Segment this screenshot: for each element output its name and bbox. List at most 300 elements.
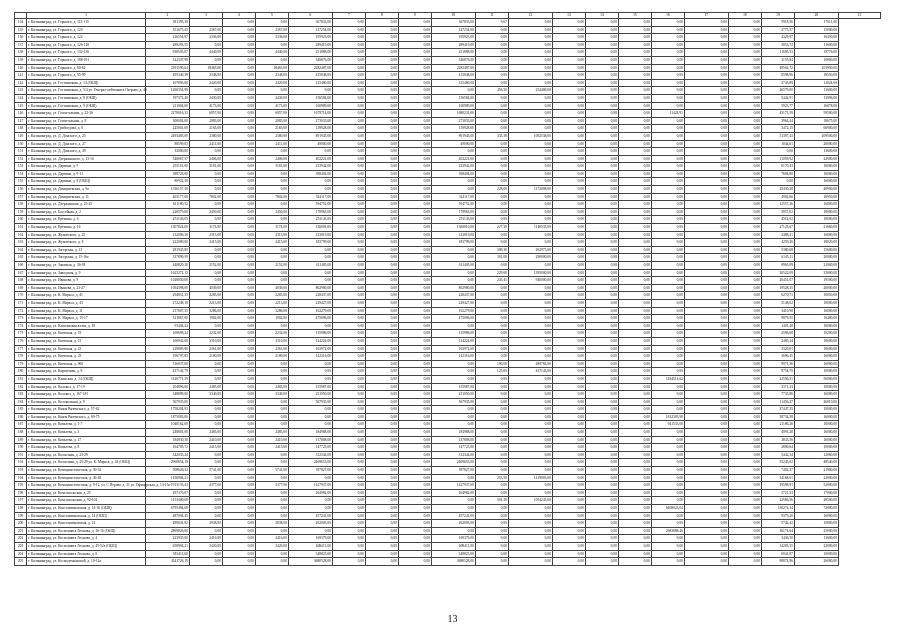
row-value: 0,00: [398, 178, 431, 186]
row-value: 0,00: [222, 231, 255, 239]
row-value: 0,00: [585, 353, 618, 361]
row-value: 0,00: [365, 353, 398, 361]
row-value: 228437,00: [288, 292, 332, 300]
row-value: 0,00: [552, 436, 585, 444]
row-value: 0,00: [728, 72, 761, 80]
row-value: 10000,00: [794, 421, 838, 429]
row-value: 29598,91: [761, 482, 794, 490]
row-value: 9,67: [475, 19, 508, 27]
row-value: 0,00: [365, 429, 398, 437]
row-value: 0,00: [332, 406, 365, 414]
row-value: 0,00: [618, 307, 651, 315]
row-value: 0,00: [728, 239, 761, 247]
row-value: 0,00: [684, 72, 728, 80]
row-value: 0,00: [365, 299, 398, 307]
row-value: 0,00: [508, 163, 552, 171]
row-value: 16000,00: [794, 512, 838, 520]
row-value: 227,30: [475, 224, 508, 232]
row-value: 0,00: [365, 26, 398, 34]
row-value: 0,00: [332, 155, 365, 163]
row-value: 3181,00: [189, 163, 222, 171]
row-value: 4173,00: [189, 102, 222, 110]
row-value: 0,00: [398, 56, 431, 64]
row-value: 59500,00: [794, 110, 838, 118]
row-value: 0,00: [332, 459, 365, 467]
row-value: 217607,35: [145, 307, 189, 315]
row-value: 0,00: [618, 72, 651, 80]
table-row: [15, 224, 881, 232]
row-address: г. Калининград, ул. Горького, д. 122: [27, 34, 146, 42]
row-value: 9379,20: [761, 512, 794, 520]
row-value: 346876,00: [431, 56, 475, 64]
row-value: 0,00: [398, 19, 431, 27]
row-value: 0,00: [475, 125, 508, 133]
row-value: 0,00: [365, 451, 398, 459]
row-value: 0,00: [288, 421, 332, 429]
row-value: 169698,24: [145, 330, 189, 338]
row-value: 301,20: [475, 497, 508, 505]
row-value: 0,00: [508, 330, 552, 338]
row-value: 0,00: [585, 178, 618, 186]
row-value: 5442,91: [761, 94, 794, 102]
row-value: 0,00: [222, 49, 255, 57]
row-value: 21186,26: [761, 421, 794, 429]
row-value: 0,00: [552, 239, 585, 247]
row-value: 223935,00: [145, 535, 189, 543]
row-value: 0,00: [222, 170, 255, 178]
row-value: 0,00: [365, 155, 398, 163]
row-address: г. Калининград, ул. Ерёмина, д. 6: [27, 216, 146, 224]
row-value: 18465,00: [189, 64, 222, 72]
row-value: 3371,23: [761, 383, 794, 391]
row-value: 2336,00: [189, 34, 222, 42]
row-value: 2469653,00: [431, 459, 475, 467]
row-value: 0,00: [508, 239, 552, 247]
row-value: 4259,26: [761, 239, 794, 247]
row-value: 2800,64: [761, 444, 794, 452]
row-value: 0,00: [222, 34, 255, 42]
row-value: 0,00: [475, 413, 508, 421]
row-value: 18020,00: [794, 239, 838, 247]
row-value: 0,00: [728, 277, 761, 285]
row-value: 0,00: [728, 269, 761, 277]
row-address: г. Калининград, ул. Киевская, д. 96б: [27, 360, 146, 368]
row-value: 0,00: [475, 163, 508, 171]
row-value: 37447,35: [761, 406, 794, 414]
row-number: 135: [15, 26, 27, 34]
row-value: 18465,00: [255, 64, 288, 72]
row-value: 0,00: [684, 140, 728, 148]
row-address: г. Калининград, ул. К. Маркса, д. 43: [27, 299, 146, 307]
row-value: 0,00: [552, 140, 585, 148]
row-value: 0,00: [332, 269, 365, 277]
row-value: 0,00: [189, 558, 222, 566]
row-value: 0,00: [728, 512, 761, 520]
row-value: 0,00: [728, 110, 761, 118]
row-address: г. Калининград, ул. Константиновская, д. 14-16 (ОБЩ): [27, 505, 146, 513]
row-value: 66900,00: [794, 125, 838, 133]
row-value: 0,00: [288, 277, 332, 285]
row-value: 0,00: [618, 208, 651, 216]
row-value: 0,00: [651, 94, 684, 102]
row-value: 0,00: [585, 132, 618, 140]
table-row: [15, 451, 881, 459]
row-value: 0,00: [585, 512, 618, 520]
row-value: 0,00: [552, 489, 585, 497]
row-value: 0,00: [475, 330, 508, 338]
row-value: 0,00: [552, 505, 585, 513]
row-value: 0,00: [475, 505, 508, 513]
row-number: 180: [15, 368, 27, 376]
row-value: 0,00: [475, 208, 508, 216]
row-value: 0,00: [618, 368, 651, 376]
row-value: 938505,67: [145, 49, 189, 57]
row-value: 123019,00: [288, 231, 332, 239]
row-value: 381395,30: [145, 19, 189, 27]
row-value: 0,00: [684, 542, 728, 550]
row-value: 0,00: [189, 148, 222, 156]
row-value: 0,00: [398, 94, 431, 102]
row-value: 1679714,00: [288, 110, 332, 118]
row-value: 0,00: [189, 41, 222, 49]
row-value: 0,00: [365, 527, 398, 535]
row-value: 2361,00: [255, 345, 288, 353]
row-number: 188: [15, 429, 27, 437]
row-value: 0,00: [684, 254, 728, 262]
row-address: г. Калининград, ул. Дарвина, д. 9-11: [27, 170, 146, 178]
table-row: [15, 79, 881, 87]
row-value: 0,00: [222, 482, 255, 490]
row-value: 0,00: [728, 284, 761, 292]
row-address: г. Калининград, ул. Д. Донского, д. 27: [27, 140, 146, 148]
row-value: 2869826,00: [145, 527, 189, 535]
row-value: 80922,30: [145, 178, 189, 186]
row-value: 0,00: [552, 330, 585, 338]
row-value: 367833,00: [431, 19, 475, 27]
row-number: 176: [15, 337, 27, 345]
row-value: 1680231,00: [431, 110, 475, 118]
row-value: 0,00: [222, 140, 255, 148]
row-value: 2367,00: [189, 26, 222, 34]
row-value: 0,00: [618, 474, 651, 482]
row-value: 0,00: [332, 527, 365, 535]
row-value: 0,00: [508, 436, 552, 444]
row-value: 0,00: [585, 337, 618, 345]
row-value: 0,00: [728, 489, 761, 497]
row-value: 381411,60: [145, 550, 189, 558]
row-value: 0,00: [684, 474, 728, 482]
row-value: 1172008,00: [508, 186, 552, 194]
row-value: 440820,20: [145, 262, 189, 270]
row-value: 0,00: [552, 254, 585, 262]
row-address: г. Калининград, ул. Дмитриевская, д. 11: [27, 193, 146, 201]
row-value: 0,00: [365, 231, 398, 239]
row-value: 0,00: [585, 497, 618, 505]
row-value: 184930,30: [145, 436, 189, 444]
row-number: 197: [15, 497, 27, 505]
row-value: 2213,00: [255, 299, 288, 307]
table-row: [15, 444, 881, 452]
row-value: 0,00: [618, 140, 651, 148]
row-value: 0,00: [189, 360, 222, 368]
row-value: 0,00: [618, 489, 651, 497]
row-value: 2348,00: [189, 72, 222, 80]
row-value: 0,00: [475, 451, 508, 459]
row-value: 0,00: [255, 368, 288, 376]
row-value: 16078,00: [794, 102, 838, 110]
row-value: 0,00: [332, 467, 365, 475]
row-value: 7694,80: [761, 170, 794, 178]
row-value: 0,00: [552, 19, 585, 27]
row-value: 0,00: [585, 148, 618, 156]
row-value: 229427,00: [431, 299, 475, 307]
row-value: 229885,80: [145, 345, 189, 353]
row-value: 0,00: [222, 155, 255, 163]
row-value: 0,00: [618, 102, 651, 110]
row-value: 155987,00: [288, 383, 332, 391]
row-value: 0,00: [189, 375, 222, 383]
row-value: 415848,00: [288, 72, 332, 80]
row-value: 0,00: [398, 375, 431, 383]
row-value: 0,00: [475, 239, 508, 247]
row-number: 146: [15, 110, 27, 118]
row-value: 0,00: [728, 520, 761, 528]
row-value: 0,00: [585, 467, 618, 475]
row-value: 0,00: [508, 421, 552, 429]
row-value: 0,00: [684, 429, 728, 437]
row-value: 0,00: [222, 239, 255, 247]
row-value: 456,50: [475, 87, 508, 95]
row-value: 0,00: [398, 421, 431, 429]
row-value: 0,00: [398, 254, 431, 262]
row-value: 0,00: [585, 368, 618, 376]
row-value: 0,00: [585, 292, 618, 300]
row-address: г. Калининград, ул. Киевская, д. 21: [27, 337, 146, 345]
row-value: 0,00: [618, 34, 651, 42]
row-value: 0,00: [365, 398, 398, 406]
row-value: 183799,00: [288, 239, 332, 247]
row-value: 0,00: [585, 34, 618, 42]
row-value: 0,00: [222, 224, 255, 232]
row-value: 0,00: [618, 527, 651, 535]
row-value: 0,00: [365, 64, 398, 72]
row-value: 0,00: [585, 87, 618, 95]
row-value: 0,00: [684, 520, 728, 528]
row-value: 0,00: [255, 322, 288, 330]
row-value: 0,00: [552, 284, 585, 292]
row-value: 0,00: [552, 117, 585, 125]
row-value: 0,00: [332, 163, 365, 171]
row-address: г. Калининград, ул. Жуковского, д. 8: [27, 239, 146, 247]
row-value: 0,00: [728, 315, 761, 323]
row-value: 0,00: [222, 467, 255, 475]
row-value: 0,00: [728, 322, 761, 330]
row-value: 322347,98: [145, 56, 189, 64]
row-value: 0,00: [189, 459, 222, 467]
row-number: 145: [15, 102, 27, 110]
row-value: 160989,00: [288, 102, 332, 110]
row-number: 187: [15, 421, 27, 429]
row-value: 0,00: [222, 246, 255, 254]
row-value: 0,00: [618, 79, 651, 87]
row-value: 0,00: [475, 353, 508, 361]
row-value: 0,00: [475, 231, 508, 239]
row-value: 0,00: [651, 239, 684, 247]
row-value: 891945,00: [431, 132, 475, 140]
row-value: 0,00: [332, 94, 365, 102]
row-value: 0,00: [618, 330, 651, 338]
row-value: 0,00: [222, 94, 255, 102]
row-value: 0,00: [398, 299, 431, 307]
row-value: 0,00: [684, 489, 728, 497]
row-value: 0,00: [618, 444, 651, 452]
row-value: 0,00: [398, 87, 431, 95]
row-value: 0,00: [255, 527, 288, 535]
row-value: 0,00: [288, 406, 332, 414]
table-row: [15, 505, 881, 513]
row-value: 2485,00: [189, 429, 222, 437]
row-value: 93404,22: [145, 322, 189, 330]
row-value: 0,00: [508, 307, 552, 315]
row-value: 0,00: [288, 360, 332, 368]
row-value: 0,00: [508, 527, 552, 535]
row-value: 0,00: [552, 246, 585, 254]
row-value: 0,00: [651, 398, 684, 406]
row-value: 862980,00: [431, 284, 475, 292]
row-value: 0,00: [365, 170, 398, 178]
row-value: 0,00: [508, 262, 552, 270]
row-value: 0,00: [684, 41, 728, 49]
row-value: 0,00: [222, 201, 255, 209]
row-address: г. Калининград, ул. Госпитальная, д. 9: [27, 117, 146, 125]
row-value: 0,00: [618, 292, 651, 300]
row-value: 0,00: [728, 398, 761, 406]
row-value: 253,50: [475, 474, 508, 482]
row-value: 0,00: [684, 262, 728, 270]
row-value: 0,00: [222, 383, 255, 391]
row-value: 0,00: [728, 429, 761, 437]
row-number: 157: [15, 193, 27, 201]
row-value: 6795494,00: [145, 505, 189, 513]
row-value: 0,00: [728, 413, 761, 421]
row-address: г. Калининград, ул. Грибоедова, д. 8: [27, 125, 146, 133]
row-value: 0,00: [728, 467, 761, 475]
row-value: 0,00: [728, 474, 761, 482]
row-value: 0,00: [651, 558, 684, 566]
row-value: 3964,44: [761, 117, 794, 125]
row-value: 0,00: [508, 193, 552, 201]
row-value: 20000,00: [794, 140, 838, 148]
row-value: 0,00: [651, 489, 684, 497]
row-value: 0,00: [552, 87, 585, 95]
header-cell: 3: [189, 13, 222, 19]
row-value: 0,00: [475, 398, 508, 406]
row-value: 0,00: [684, 482, 728, 490]
row-value: 0,00: [332, 444, 365, 452]
row-value: 0,00: [475, 482, 508, 490]
row-value: 0,00: [508, 208, 552, 216]
row-value: 0,00: [651, 520, 684, 528]
row-value: 245,45: [475, 277, 508, 285]
row-value: 38734,58: [761, 413, 794, 421]
row-value: 0,00: [431, 474, 475, 482]
row-value: 3320,01: [761, 345, 794, 353]
row-value: 1395000,00: [508, 269, 552, 277]
row-value: 0,00: [508, 201, 552, 209]
row-value: 0,00: [728, 79, 761, 87]
row-value: 0,00: [618, 170, 651, 178]
row-address: г. Калининград, ул. Ковалева, д. 8: [27, 444, 146, 452]
row-value: 0,00: [189, 505, 222, 513]
row-value: 0,00: [585, 208, 618, 216]
row-value: 0,00: [508, 413, 552, 421]
row-value: 0,00: [618, 497, 651, 505]
row-value: 2213,00: [189, 299, 222, 307]
row-value: 0,00: [508, 315, 552, 323]
row-value: 0,00: [651, 132, 684, 140]
row-address: г. Калининград, ул. Комсомольская, д. 25: [27, 489, 146, 497]
row-number: 186: [15, 413, 27, 421]
row-value: 0,00: [684, 406, 728, 414]
row-value: 51397,43: [761, 132, 794, 140]
row-value: 0,00: [684, 497, 728, 505]
row-value: 0,00: [398, 277, 431, 285]
row-value: 0,00: [222, 391, 255, 399]
row-value: 0,00: [585, 505, 618, 513]
row-address: г. Калининград, ул. Ковалева, д. 3: [27, 429, 146, 437]
row-value: 0,00: [651, 337, 684, 345]
row-value: 0,00: [585, 231, 618, 239]
row-value: 2282487,00: [431, 64, 475, 72]
row-value: 0,00: [398, 246, 431, 254]
row-value: 0,00: [475, 421, 508, 429]
row-number: 156: [15, 186, 27, 194]
row-value: 0,00: [552, 353, 585, 361]
row-value: 0,00: [288, 527, 332, 535]
row-value: 0,00: [255, 558, 288, 566]
row-value: 264982,00: [431, 489, 475, 497]
row-value: 0,00: [728, 436, 761, 444]
row-value: 0,00: [651, 117, 684, 125]
row-value: 0,00: [618, 239, 651, 247]
row-value: 0,00: [398, 170, 431, 178]
row-value: 11456,27: [761, 398, 794, 406]
row-address: г. Калининград, ул. Комсомольская, д. 92-102: [27, 497, 146, 505]
row-value: 0,00: [431, 368, 475, 376]
row-number: 171: [15, 299, 27, 307]
row-value: 0,00: [398, 429, 431, 437]
row-value: 3340,00: [189, 391, 222, 399]
table-row: [15, 421, 881, 429]
row-value: 0,00: [398, 550, 431, 558]
row-value: 0,00: [475, 527, 508, 535]
row-value: 8965,09: [761, 262, 794, 270]
row-value: 0,00: [508, 110, 552, 118]
row-value: 0,00: [332, 413, 365, 421]
row-value: 487094,45: [145, 512, 189, 520]
row-value: 1054245,00: [508, 497, 552, 505]
row-value: 0,00: [651, 444, 684, 452]
row-value: 0,00: [398, 26, 431, 34]
row-value: 0,00: [475, 391, 508, 399]
row-value: 0,00: [222, 315, 255, 323]
row-value: 30522,09: [761, 269, 794, 277]
row-value: 0,00: [585, 163, 618, 171]
row-value: 0,00: [618, 224, 651, 232]
row-value: 0,00: [508, 140, 552, 148]
row-value: 0,00: [651, 406, 684, 414]
row-number: 200: [15, 520, 27, 528]
